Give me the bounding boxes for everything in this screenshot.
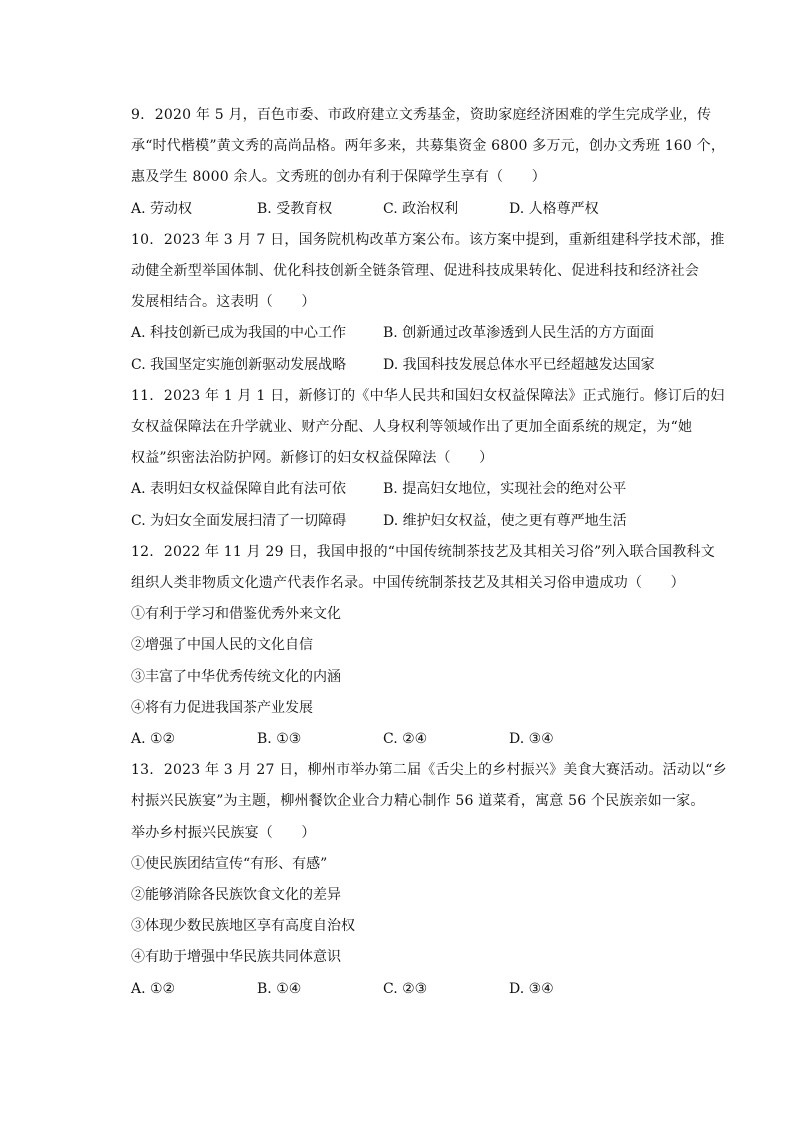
- option-d: D. 我国科技发展总体水平已经超越发达国家: [383, 356, 655, 373]
- question-number: 13.: [131, 762, 154, 779]
- statement-2: ②增强了中国人民的文化自信: [131, 637, 313, 654]
- options-row: [131, 474, 691, 505]
- option-c: C. ②④: [383, 730, 428, 747]
- option-d: D. 维护妇女权益，使之更有尊严地生活: [383, 512, 627, 529]
- question-text-line: 2022 年 11 月 29 日，我国申报的“中国传统制茶技艺及其相关习俗”列入联合国教科文: [163, 543, 715, 560]
- statement-2: ②能够消除各民族饮食文化的差异: [131, 886, 341, 903]
- question-12: [131, 537, 715, 755]
- option-a: A. ①②: [131, 980, 176, 997]
- option-b: B. ①③: [257, 730, 302, 747]
- statement-1: ①有利于学习和借鉴优秀外来文化: [131, 606, 341, 623]
- question-10: [131, 225, 725, 381]
- exam-page: [131, 100, 727, 1005]
- options-row: [131, 506, 691, 537]
- option-c: C. 我国坚定实施创新驱动发展战略: [131, 356, 347, 373]
- option-b: B. 创新通过改革渗透到人民生活的方方面面: [383, 325, 655, 342]
- question-text-line: 2023 年 3 月 7 日，国务院机构改革方案公布。该方案中提到，重新组建科学技术部，推: [163, 231, 725, 248]
- question-9: [131, 100, 726, 225]
- question-text-line: 动健全新型举国体制、优化科技创新全链条管理、促进科技成果转化、促进科技和经济社会: [131, 263, 699, 279]
- question-text-line: 承“时代楷模”黄文秀的高尚品格。两年多来，共募集资金 6800 多万元，创办文秀班 160 个，: [131, 138, 726, 155]
- statement-4: ④有助于增强中华民族共同体意识: [131, 949, 341, 966]
- question-13: [131, 755, 727, 1005]
- options-row: [131, 318, 691, 349]
- question-text-line: 村振兴民族宴”为主题，柳州餐饮企业合力精心制作 56 道菜肴，寓意 56 个民族亲如一家。: [131, 793, 705, 810]
- option-d: D. 人格尊严权: [509, 200, 599, 217]
- question-text-line: 女权益保障法在升学就业、财产分配、人身权利等领域作出了更加全面系统的规定，为“她: [131, 418, 693, 435]
- options-row: [131, 974, 691, 1005]
- question-number: 12.: [131, 543, 154, 560]
- question-text-line: 权益”织密法治防护网。新修订的妇女权益保障法（ ）: [131, 450, 494, 467]
- option-a: A. 劳动权: [131, 200, 193, 217]
- question-number: 11.: [131, 387, 154, 404]
- option-a: A. 表明妇女权益保障自此有法可依: [131, 481, 347, 498]
- question-number: 10.: [131, 231, 154, 248]
- option-b: B. ①④: [257, 980, 302, 997]
- option-c: C. ②③: [383, 980, 428, 997]
- options-row: [131, 724, 691, 755]
- option-b: B. 受教育权: [257, 200, 333, 217]
- option-c: C. 为妇女全面发展扫清了一切障碍: [131, 512, 347, 529]
- statement-3: ③体现少数民族地区享有高度自治权: [131, 918, 355, 935]
- statement-1: ①使民族团结宣传“有形、有感”: [131, 855, 328, 872]
- question-11: [131, 381, 725, 537]
- question-text-line: 2023 年 3 月 27 日，柳州市举办第二届《舌尖上的乡村振兴》美食大赛活动。活动以“乡: [163, 762, 727, 779]
- question-text-line: 2020 年 5 月，百色市委、市政府建立文秀基金，资助家庭经济困难的学生完成学业，传: [154, 107, 712, 123]
- options-row: [131, 194, 691, 225]
- option-d: D. ③④: [509, 980, 554, 997]
- question-number: 9.: [131, 107, 145, 123]
- question-text-line: 2023 年 1 月 1 日，新修订的《中华人民共和国妇女权益保障法》正式施行。修订后的妇: [163, 387, 725, 404]
- option-d: D. ③④: [509, 730, 554, 747]
- question-text-line: 发展相结合。这表明（ ）: [131, 294, 316, 311]
- option-a: A. 科技创新已成为我国的中心工作: [131, 325, 347, 342]
- question-text-line: 惠及学生 8000 余人。文秀班的创办有利于保障学生享有（ ）: [131, 169, 546, 186]
- option-b: B. 提高妇女地位，实现社会的绝对公平: [383, 481, 627, 498]
- option-a: A. ①②: [131, 730, 176, 747]
- question-text-line: 组织人类非物质文化遗产代表作名录。中国传统制茶技艺及其相关习俗申遗成功（ ）: [131, 574, 685, 591]
- options-row: [131, 350, 691, 381]
- option-c: C. 政治权利: [383, 200, 459, 217]
- statement-4: ④将有力促进我国茶产业发展: [131, 699, 313, 716]
- question-text-line: 举办乡村振兴民族宴（ ）: [131, 824, 316, 841]
- statement-3: ③丰富了中华优秀传统文化的内涵: [131, 668, 341, 685]
